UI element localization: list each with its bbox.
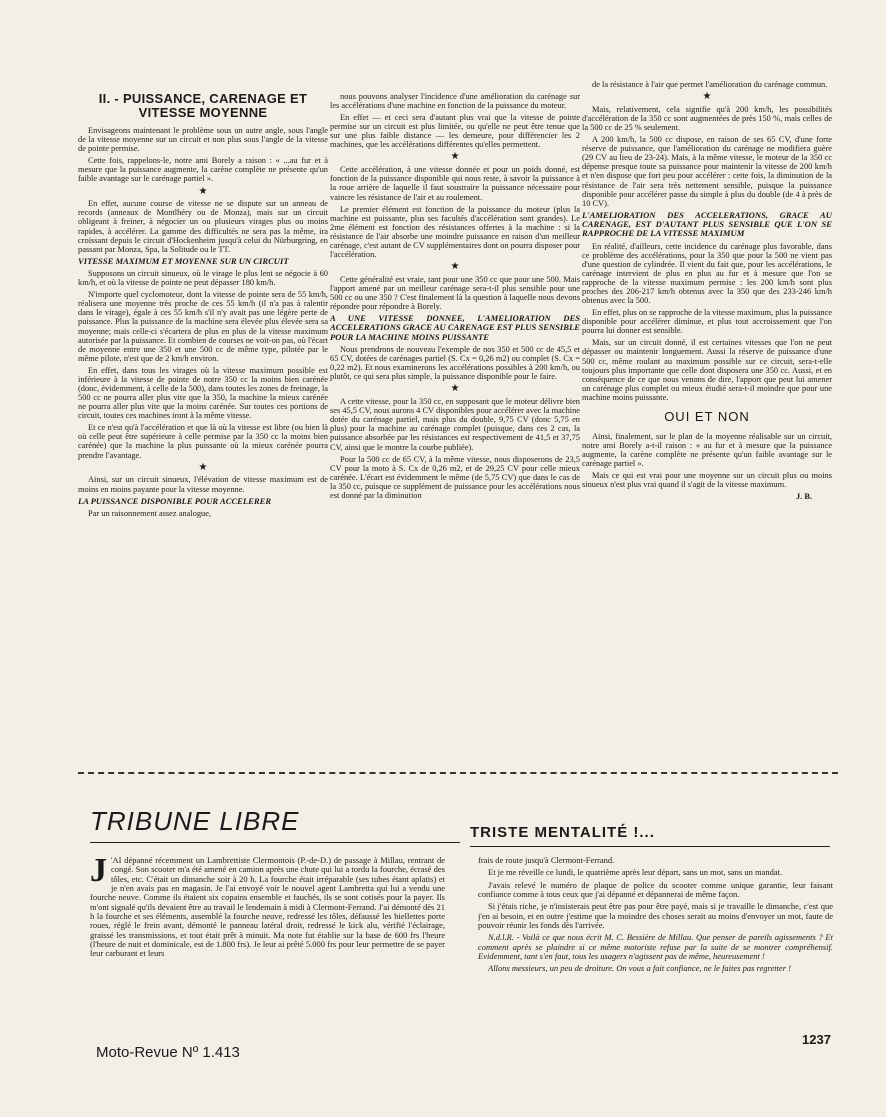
- paragraph: Et ce n'est qu'à l'accélération et que là où la vitesse est libre (ou bien là où celle peut être supérieure à celle permise par la 350 cc la moins bien carénée) que la machine la plus puissante où la mieux carénée pourra prendre l'avantage.: [78, 423, 328, 460]
- section-heading-oui-et-non: OUI ET NON: [664, 408, 750, 424]
- paragraph: Envisageons maintenant le problème sous un autre angle, sous l'angle de la vitesse moyenne sur un circuit et non plus sous l'angle de la vitesse de pointe permise.: [78, 126, 328, 154]
- magazine-issue: Moto-Revue Nº 1.413: [96, 1044, 240, 1061]
- paragraph: Ainsi, finalement, sur le plan de la moyenne réalisable sur un circuit, notre ami Borely a-t-il raison : « au fur et à mesure que la puissance augmente, la carène complète ne présente qu'un faible avantage sur le carénage partiel ».: [582, 431, 832, 469]
- paragraph: En effet, plus on se rapproche de la vitesse maximum, plus la puissance disponible pour accélérer diminue, et plus tout accroissement que l'on pourra lui donner est sensible.: [582, 308, 832, 336]
- article-column-3: [582, 80, 832, 745]
- star-separator: ★: [702, 91, 712, 103]
- paragraph: Le premier élément est fonction de la puissance du moteur (plus la machine est puissante, plus ses facultés d'accélération sont grandes). Le 2me élément est fonction des résistances offertes à la machine : si la résistance de l'air absorbe une moindre puissance en raison d'un meilleur carénage, c'est autant de CV supplémentaires dont on pourra disposer pour l'accélération.: [330, 204, 580, 259]
- paragraph: Mais, relativement, cela signifie qu'à 200 km/h, les possibilités d'accélération de la 350 cc sont augmentées de près 150 %, mais celles de la 500 cc de 25 % seulement.: [582, 104, 832, 133]
- page-number: 1237: [802, 1032, 831, 1047]
- subheading: L'AMELIORATION DES ACCELERATIONS, GRACE AU CARENAGE, EST D'AUTANT PLUS SENSIBLE QUE L'ON SE RAPPROCHE DE LA VITESSE MAXIMUM: [582, 209, 832, 239]
- star-separator: ★: [450, 383, 460, 395]
- editor-note: N.d.l.R. - Voilà ce que nous écrit M. C. Bessière de Millau. Que penser de pareils agissements ? Et comment après se plaindre si ce même motoriste refuse par la suite de se montrer compréhensif. Evidemment, tant s'en faut, tous les usagers n'agissent pas de même, heureusement !: [478, 932, 833, 962]
- paragraph: N'importe quel cyclomoteur, dont la vitesse de pointe sera de 55 km/h, réalisera une moyenne très proche de ces 55 km/h (il n'a pas à ralentir dans le virage), égale à ces 55 km/h s'il n'y avait pas une légère perte de puissance. Plus la puissance de la machine sera élevée plus élevée sera sa moyenne; mais celle-ci s'écartera de plus en plus de la vitesse maximum autorisée par la puissance. Et combien de courses ne voit-on pas, où l'écart de moyenne entre une 350 et une 500 cc de même type, pilotée par le même pilote, n'est que de 2 km/h environ.: [78, 290, 328, 363]
- paragraph: nous pouvons analyser l'incidence d'une amélioration du carénage sur les accélérations d'une machine en fonction de la puissance du moteur.: [330, 92, 580, 111]
- paragraph: Mais ce qui est vrai pour une moyenne sur un circuit plus ou moins sinueux n'est plus vrai quand il s'agit de la vitesse maximum.: [582, 471, 832, 490]
- paragraph: Cette accélération, à une vitesse donnée et pour un poids donné, est fonction de la puissance disponible qui nous reste, à savoir la puissance à la roue arrière de laquelle il faut soustraire la puissance nécessaire pour vaincre les résistance de l'air et au roulement.: [330, 165, 580, 202]
- paragraph: Cette fois, rappelons-le, notre ami Borely a raison : « ...au fur et à mesure que la puissance augmente, la carène complète ne présente qu'un faible avantage sur le carénage partiel ».: [78, 156, 328, 184]
- paragraph: Pour la 500 cc de 65 CV, à la même vitesse, nous disposerons de 23,5 CV pour la moto à S. Cx de 0,26 m2, et de 29,25 CV pour celle mieux carénée. L'écart est évidemment le même (de 5,75 CV) que dans le cas de la 350 cc, puisque ce supplément de puissance pour les accélérations nous est donné par la diminution: [330, 454, 580, 500]
- tribune-libre-title: TRIBUNE LIBRE: [90, 806, 300, 836]
- article-column-2: [330, 92, 580, 782]
- paragraph: Nous prendrons de nouveau l'exemple de nos 350 et 500 cc de 45,5 et 65 CV, dotées de carénages partiel (S. Cx = 0,26 m2) ou complet (S. Cx = 0,22 m2). Et nous examinerons les accélérations possibles à 200 km/h, ou plutôt, ce qui sera plus simple, la puissance disponible pour le faire.: [330, 345, 580, 382]
- star-separator: ★: [450, 151, 460, 163]
- letter-column-2: [478, 856, 833, 1041]
- paragraph: Mais, sur un circuit donné, il est certaines vitesses que l'on ne peut dépasser ou maintenir longuement. Aussi la réserve de puissance d'une 500 cc, même roulant au maximum possible sur ce circuit, sera-t-elle toujours plus importante que celle dont disposera une 350 cc. Aussi, et en conséquence de ce que nous venons de dire, l'apport que peut lui amener un carénage plus complet ou mieux étudié sera-t-il moindre que pour une machine moins puissante.: [582, 338, 832, 402]
- title-rule: [470, 846, 830, 847]
- paragraph: Supposons un circuit sinueux, où le virage le plus lent se négocie à 60 km/h, et où la vitesse de pointe ne peut dépasser 180 km/h.: [78, 269, 328, 288]
- editor-note: Allons messieurs, un peu de droiture. On vous a fait confiance, ne le faites pas regretter !: [488, 963, 792, 974]
- letter-text: 'AI dépanné récemment un Lambrettiste Clermontois (P.-de-D.) de passage à Millau, rentrant de congé. Son scooter m'a été amené en camion après une chute qui lui a tordu la fourche, écrasé des tôles, etc. C'était un dimanche soir à 20 h. La fourche était irréparable (ses tubes étant aplatis) et je n'en avais pas en magasin. Je l'ai envoyé voir le nouvel agent Lambretta qui lui a vendu une fourche neuve. Comme ils étaient six copains ensemble et fauchés, ils se sont cotisés pour la payer. Ils m'ont signalé qu'ils devaient être au travail le lendemain à midi à Clermont-Ferrand. J'ai démonté dès 21 h la fourche et ses éléments, assemblé la fourche neuve, redressé les tôles, défaussé les biellettes porte roues, réglé le frein avant, démonté le panneau latéral droit, redressé le kick alu, vérifié l'éclairage, graissé les transmissions, et tout était prêt à minuit. Ma note fut établie sur la base de 600 frs l'heure (l'heure de nuit et dominicale, est de 1.800 frs). Je leur ai prêté 5.000 frs pour leur permettre de se payer leur carburant et leurs: [90, 856, 445, 959]
- letter-column-1: [90, 856, 445, 1036]
- paragraph: En effet, aucune course de vitesse ne se dispute sur un anneau de records (anneaux de Montlhéry ou de Monza), mais sur un circuit obligeant à freiner, à négocier un ou plusieurs virages plus ou moins rapides, à accélérer. La gamme des difficultés ne sera pas la même, ira croissant depuis le circuit d'Hockenheim jusqu'à celui du Nürburgring, en passant par Monza, Spa, la Solitude ou le TT.: [78, 199, 328, 254]
- letter-paragraph: Et je me réveille ce lundi, le quatrième après leur départ, sans un mot, sans un mandat.: [488, 867, 783, 878]
- paragraph: Par un raisonnement assez analogue,: [88, 508, 212, 518]
- drop-cap: J: [90, 856, 107, 889]
- subheading: LA PUISSANCE DISPONIBLE POUR ACCELERER: [78, 495, 272, 506]
- paragraph: A 200 km/h, la 500 cc dispose, en raison de ses 65 CV, d'une forte réserve de puissance, que l'amélioration du carénage ne modifiera guère (29 CV au lieu de 23-24). Mais, à la même vitesse, le moteur de la 350 cc dépense presque toute sa puissance pour maintenir la vitesse de 200 km/h et n'en dispose que fort peu pour accélérer : cette fois, la diminution de la résistance de l'air sera très nettement sensible, puisque la puissance disponible pour accélérer passe du simple à plus du double (de 4 à près de 10 CV).: [582, 135, 832, 208]
- paragraph: En réalité, d'ailleurs, cette incidence du carénage plus favorable, dans ce problème des accélérations, pour la 350 que pour la 500 ne vient pas d'une question de cylindrée. Il vient du fait que, pour les accélérations, le carénage intervient de plus en plus au fur et à mesure que l'on se rapproche de la vitesse maximum permise : les 200 km/h sont plus proches des 206-217 km/h obtenus avec la 350 que des 233-246 km/h obtenus avec la 500.: [582, 241, 832, 306]
- paragraph: En effet, dans tous les virages où la vitesse maximum possible est inférieure à la vitesse de pointe de notre 350 cc la moins bien carénée (donc, évidemment, à celle de la 500), dans toutes les zones de freinage, la 500 cc ne pourra aller plus vite que la 350, la machine la mieux carénée ne pourra aller plus vite que la moins carénée. Sur toutes ces portions de circuit, toutes ces machines iront à la même vitesse.: [78, 365, 328, 421]
- article-column-1: [78, 92, 328, 782]
- letter-paragraph: [90, 856, 445, 959]
- title-rule: [90, 842, 460, 843]
- paragraph: de la résistance à l'air que permet l'amélioration du carénage commun.: [592, 80, 828, 89]
- paragraph: A cette vitesse, pour la 350 cc, en supposant que le moteur délivre bien ses 45,5 CV, nous aurons 4 CV disponibles pour accélérer avec la machine dotée du carénage partiel, mais plus du double, 9,75 CV (donc 5,75 en plus) pour la machine au carénage complet (puisque, dans ces 2 cas, la puissance absorbée par les résistances est respectivement de 41,5 et 37,75 CV, ainsi que le montre la courbe publiée).: [330, 397, 580, 452]
- letter-paragraph: frais de route jusqu'à Clermont-Ferrand.: [478, 856, 615, 865]
- paragraph: Cette généralité est vraie, tant pour une 350 cc que pour une 500. Mais l'apport amené par un meilleur carénage sera-t-il plus sensible pour une 500 cc ou une 350 ? C'est finalement là la question à laquelle nous devons répondre pour répondre à Borely.: [330, 274, 580, 312]
- letter-title: TRISTE MENTALITÉ !...: [470, 824, 655, 841]
- section-divider: [78, 772, 838, 774]
- letter-paragraph: J'avais relevé le numéro de plaque de police du scooter comme unique garantie, leur faisant confiance comme à tous ceux que j'ai dépanné et dépannerai de même façon.: [478, 879, 833, 900]
- paragraph: En effet — et ceci sera d'autant plus vrai que la vitesse de pointe permise sur un circuit est plus limitée, ou qu'elle ne peut être tenue que sur une plus faible distance — les demeure, pour différencier les 2 machines, que les accélérations différentes qu'elles permettent.: [330, 113, 580, 150]
- paragraph: Ainsi, sur un circuit sinueux, l'élévation de vitesse maximum est de moins en moins payante pour la vitesse moyenne.: [78, 475, 328, 494]
- subheading: VITESSE MAXIMUM ET MOYENNE SUR UN CIRCUIT: [78, 255, 289, 266]
- article-heading: II. - PUISSANCE, CARENAGE ET VITESSE MOYENNE: [98, 92, 308, 121]
- star-separator: ★: [450, 261, 460, 273]
- letter-paragraph: Si j'étais riche, je n'insisterais peut être pas pour être payé, mais si je travaille le dimanche, c'est que j'en ai besoin, et en outre j'estime que la moindre des choses serait au moins d'envoyer un mot, faute de pouvoir réunir les fonds dès l'arrivée.: [478, 901, 833, 931]
- star-separator: ★: [198, 185, 208, 197]
- star-separator: ★: [198, 461, 208, 473]
- subheading: A UNE VITESSE DONNEE, L'AMELIORATION DES ACCELERATIONS GRACE AU CARENAGE EST PLUS SENSIBLE POUR LA MACHINE MOINS PUISSANTE: [330, 313, 580, 342]
- author-signature: J. B.: [795, 492, 812, 502]
